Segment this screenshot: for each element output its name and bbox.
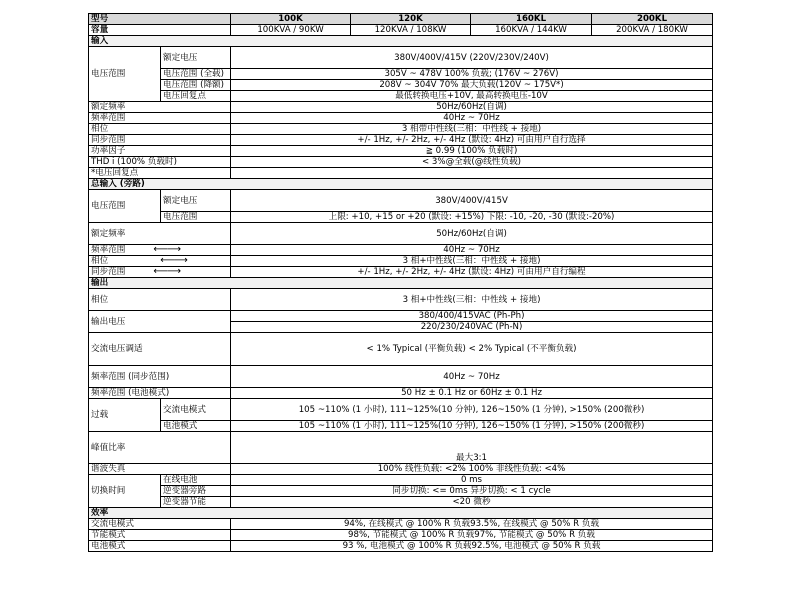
- input-phase-label: 相位: [89, 124, 231, 135]
- table-row: [89, 113, 713, 124]
- bypass-phase-label: 相位: [91, 256, 109, 266]
- output-voltage-pn: 220/230/240VAC (Ph-N): [231, 322, 713, 333]
- table-row: [89, 80, 713, 91]
- table-row: [89, 421, 713, 432]
- output-crest-label: 峰值比率: [89, 432, 231, 464]
- section-title-output: 输出: [89, 278, 713, 289]
- input-pf: ≧ 0.99 (100% 负载时): [231, 146, 713, 157]
- table-row: [89, 497, 713, 508]
- capacity-label: 容量: [89, 25, 231, 36]
- capacity-row: [89, 25, 713, 36]
- output-regulation-label: 交流电压调适: [89, 333, 231, 366]
- table-row: [89, 256, 713, 267]
- input-note: *电压回复点: [89, 168, 231, 179]
- model-label: 型号: [89, 14, 231, 25]
- output-inv-eco: <20 微秒: [231, 497, 713, 508]
- input-freq-range: 40Hz ~ 70Hz: [231, 113, 713, 124]
- double-arrow-icon: ⟵⟶: [160, 255, 187, 266]
- input-sync: +/- 1Hz, +/- 2Hz, +/- 4Hz (默设: 4Hz) 可由用户自行选择: [231, 135, 713, 146]
- input-recovery: 最低转换电压+10V, 最高转换电压-10V: [231, 91, 713, 102]
- input-rated-freq-label: 额定频率: [89, 102, 231, 113]
- bypass-freq-range: 40Hz ~ 70Hz: [231, 245, 713, 256]
- section-bypass: [89, 179, 713, 190]
- bypass-sync-label: 同步范围: [91, 267, 126, 277]
- bypass-phase-cell: [89, 256, 231, 267]
- table-row: [89, 91, 713, 102]
- bypass-sync-cell: [89, 267, 231, 278]
- model-160kl: 160KL: [471, 14, 592, 25]
- output-batt-mode: 105 ~110% (1 小时), 111~125%(10 分钟), 126~150% (1 分钟), >150% (200微秒): [231, 421, 713, 432]
- double-arrow-icon: ⟵⟶: [153, 244, 181, 255]
- output-freq-batt: 50 Hz ± 0.1 Hz or 60Hz ± 0.1 Hz: [231, 388, 713, 399]
- efficiency-batt-mode-label: 电池模式: [89, 541, 231, 552]
- bypass-voltage-range-label: 电压范围: [89, 190, 161, 223]
- output-phase-label: 相位: [89, 289, 231, 311]
- bypass-freq-range-label: 频率范围: [91, 245, 126, 255]
- input-voltage-range-label: 电压范围: [89, 47, 161, 102]
- table-row: [89, 289, 713, 311]
- section-output: [89, 278, 713, 289]
- output-inv-bypass: 同步切换: <= 0ms 异步切换: < 1 cycle: [231, 486, 713, 497]
- table-row: [89, 519, 713, 530]
- table-row: [89, 157, 713, 168]
- capacity-100k: 100KVA / 90KW: [231, 25, 351, 36]
- output-freq-sync-label: 频率范围 (同步范围): [89, 366, 231, 388]
- output-voltage-label: 输出电压: [89, 311, 231, 333]
- input-range-full: 305V ~ 478V 100% 负载; (176V ~ 276V): [231, 69, 713, 80]
- table-row: [89, 267, 713, 278]
- input-range-full-label: 电压范围 (全载): [161, 69, 231, 80]
- table-row: [89, 388, 713, 399]
- efficiency-ac-mode: 94%, 在线模式 @ 100% R 负载93.5%, 在线模式 @ 50% R 负载: [231, 519, 713, 530]
- output-inv-eco-label: 逆变器节能: [161, 497, 231, 508]
- input-freq-range-label: 频率范围: [89, 113, 231, 124]
- efficiency-ac-mode-label: 交流电模式: [89, 519, 231, 530]
- bypass-rated-freq-label: 额定频率: [89, 223, 231, 245]
- table-row: [89, 311, 713, 322]
- table-row: [89, 464, 713, 475]
- output-ac-mode-label: 交流电模式: [161, 399, 231, 421]
- output-thd: 100% 线性负载: <2% 100% 非线性负载: <4%: [231, 464, 713, 475]
- input-rated-voltage: 380V/400V/415V (220V/230V/240V): [231, 47, 713, 69]
- model-100k: 100K: [231, 14, 351, 25]
- bypass-sync: +/- 1Hz, +/- 2Hz, +/- 4Hz (默设: 4Hz) 可由用户自行编程: [231, 267, 713, 278]
- output-thd-label: 谐波失真: [89, 464, 231, 475]
- output-batt-mode-label: 电池模式: [161, 421, 231, 432]
- input-range-derated-label: 电压范围 (降额): [161, 80, 231, 91]
- output-voltage-pp: 380/400/415VAC (Ph-Ph): [231, 311, 713, 322]
- output-transfer-label: 切换时间: [89, 475, 161, 508]
- table-row: [89, 245, 713, 256]
- input-pf-label: 功率因子: [89, 146, 231, 157]
- model-row: [89, 14, 713, 25]
- section-efficiency: [89, 508, 713, 519]
- output-phase: 3 相+中性线(三相：中性线 + 接地): [231, 289, 713, 311]
- capacity-200kl: 200KVA / 180KW: [592, 25, 713, 36]
- output-freq-batt-label: 频率范围 (电池模式): [89, 388, 231, 399]
- table-row: [89, 146, 713, 157]
- table-row: [89, 212, 713, 223]
- model-120k: 120K: [351, 14, 471, 25]
- output-inv-bypass-label: 逆变器旁路: [161, 486, 231, 497]
- bypass-rated-voltage: 380V/400V/415V: [231, 190, 713, 212]
- table-row: [89, 69, 713, 80]
- bypass-range-label: 电压范围: [161, 212, 231, 223]
- efficiency-eco-mode: 98%, 节能模式 @ 100% R 负载97%, 节能模式 @ 50% R 负载: [231, 530, 713, 541]
- bypass-range: 上限: +10, +15 or +20 (默设: +15%) 下限: -10, -20, -30 (默设:-20%): [231, 212, 713, 223]
- input-sync-label: 同步范围: [89, 135, 231, 146]
- efficiency-eco-mode-label: 节能模式: [89, 530, 231, 541]
- ups-spec-sheet: [88, 13, 712, 552]
- table-row: [89, 530, 713, 541]
- input-phase: 3 相带中性线(三相：中性线 + 接地): [231, 124, 713, 135]
- output-crest: 最大3:1: [231, 432, 713, 464]
- output-overload-label: 过载: [89, 399, 161, 432]
- input-recovery-label: 电压回复点: [161, 91, 231, 102]
- table-row: [89, 366, 713, 388]
- table-row: [89, 475, 713, 486]
- table-row: [89, 399, 713, 421]
- model-200kl: 200KL: [592, 14, 713, 25]
- bypass-freq-range-cell: [89, 245, 231, 256]
- table-row: [89, 541, 713, 552]
- double-arrow-icon: ⟵⟶: [153, 266, 181, 277]
- input-range-derated: 208V ~ 304V 70% 最大负载(120V ~ 175V*): [231, 80, 713, 91]
- input-rated-voltage-label: 额定电压: [161, 47, 231, 69]
- spec-table: [88, 13, 713, 552]
- table-row: [89, 486, 713, 497]
- capacity-120k: 120KVA / 108KW: [351, 25, 471, 36]
- output-ac-mode: 105 ~110% (1 小时), 111~125%(10 分钟), 126~150% (1 分钟), >150% (200微秒): [231, 399, 713, 421]
- table-row: [89, 190, 713, 212]
- table-row: [89, 102, 713, 113]
- table-row: [89, 168, 713, 179]
- table-row: [89, 47, 713, 69]
- section-input: [89, 36, 713, 47]
- output-regulation: < 1% Typical (平衡负载) < 2% Typical (不平衡负载): [231, 333, 713, 366]
- bypass-phase: 3 相+中性线(三相：中性线 + 接地): [231, 256, 713, 267]
- bypass-rated-freq: 50Hz/60Hz(自调): [231, 223, 713, 245]
- input-thdi: < 3%@全载(@线性负载): [231, 157, 713, 168]
- input-thdi-label: THD i (100% 负载时): [89, 157, 231, 168]
- table-row: [89, 135, 713, 146]
- table-row: [89, 432, 713, 464]
- section-title-bypass: 总输入 (旁路): [89, 179, 713, 190]
- section-title-input: 输入: [89, 36, 713, 47]
- table-row: [89, 124, 713, 135]
- table-row: [89, 333, 713, 366]
- input-rated-freq: 50Hz/60Hz(自调): [231, 102, 713, 113]
- output-online-batt-label: 在线电池: [161, 475, 231, 486]
- output-freq-sync: 40Hz ~ 70Hz: [231, 366, 713, 388]
- efficiency-batt-mode: 93 %, 电池模式 @ 100% R 负载92.5%, 电池模式 @ 50% R 负载: [231, 541, 713, 552]
- capacity-160kl: 160KVA / 144KW: [471, 25, 592, 36]
- output-online-batt: 0 ms: [231, 475, 713, 486]
- table-row: [89, 223, 713, 245]
- bypass-rated-voltage-label: 额定电压: [161, 190, 231, 212]
- input-note-empty: [231, 168, 713, 179]
- section-title-efficiency: 效率: [89, 508, 713, 519]
